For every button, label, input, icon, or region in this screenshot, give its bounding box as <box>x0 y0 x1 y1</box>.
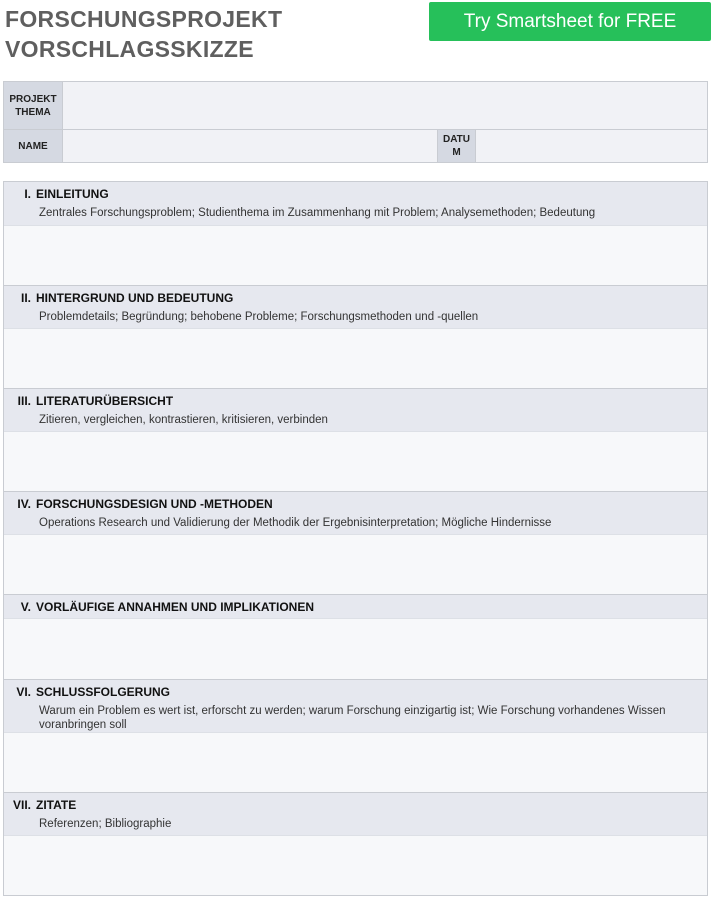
section-body-hintergrund[interactable] <box>4 328 707 388</box>
section-body-annahmen[interactable] <box>4 618 707 679</box>
section-header-literatur <box>4 388 707 431</box>
section-title: EINLEITUNG <box>36 187 109 201</box>
section-description: Referenzen; Bibliographie <box>39 818 172 830</box>
section-numeral: VII. <box>12 798 31 812</box>
section-title: SCHLUSSFOLGERUNG <box>36 685 171 699</box>
section-title: FORSCHUNGSDESIGN UND -METHODEN <box>36 497 273 511</box>
section-numeral: I. <box>24 187 31 201</box>
outline-sections <box>3 181 708 896</box>
project-topic-label-line-2: THEMA <box>15 106 51 118</box>
date-label-line-1: DATU <box>442 134 471 145</box>
section-numeral: II. <box>20 291 31 305</box>
section-title: HINTERGRUND UND BEDEUTUNG <box>36 291 234 305</box>
section-title: LITERATURÜBERSICHT <box>36 394 174 408</box>
section-body-forschungsdesign[interactable] <box>4 534 707 594</box>
date-field[interactable] <box>475 130 707 162</box>
section-title: ZITATE <box>36 798 77 812</box>
section-numeral: III. <box>17 394 31 408</box>
section-body-zitate[interactable] <box>4 835 707 895</box>
section-numeral: IV. <box>17 497 31 511</box>
section-header-forschungsdesign <box>4 491 707 534</box>
project-topic-label-line-1: PROJEKT <box>9 93 57 105</box>
section-body-einleitung[interactable] <box>4 225 707 285</box>
section-body-schlussfolgerung[interactable] <box>4 732 707 792</box>
section-description: Zentrales Forschungsproblem; Studienthema im Zusammenhang mit Problem; Analysemethoden; Bedeutung <box>39 207 596 219</box>
try-smartsheet-button[interactable]: Try Smartsheet for FREE <box>429 2 711 41</box>
page-title <box>5 4 282 64</box>
project-topic-row <box>4 82 707 129</box>
section-numeral: VI. <box>16 685 31 699</box>
section-header-schlussfolgerung <box>4 679 707 732</box>
name-date-row <box>4 129 707 162</box>
title-line-1: FORSCHUNGSPROJEKT <box>5 6 283 32</box>
name-field[interactable] <box>62 130 437 162</box>
date-label-line-2: M <box>452 147 461 158</box>
section-header-hintergrund <box>4 285 707 328</box>
section-header-zitate <box>4 792 707 835</box>
section-description: Operations Research und Validierung der Methodik der Ergebnisinterpretation; Mögliche Hindernisse <box>39 517 552 529</box>
name-label: NAME <box>4 130 62 162</box>
project-info-table <box>3 81 708 163</box>
section-numeral: V. <box>20 600 31 614</box>
section-body-literatur[interactable] <box>4 431 707 491</box>
project-topic-field[interactable] <box>62 82 707 129</box>
section-description: Problemdetails; Begründung; behobene Probleme; Forschungsmethoden und -quellen <box>39 311 479 323</box>
date-label <box>437 130 475 162</box>
title-line-2: VORSCHLAGSSKIZZE <box>5 36 254 62</box>
section-description: Warum ein Problem es wert ist, erforscht zu werden; warum Forschung einzigartig ist; Wie Forschung vorhandenes Wissen voranbringen soll <box>39 705 666 731</box>
section-description: Zitieren, vergleichen, kontrastieren, kritisieren, verbinden <box>39 414 328 426</box>
section-header-einleitung <box>4 182 707 225</box>
section-title: VORLÄUFIGE ANNAHMEN UND IMPLIKATIONEN <box>36 600 314 614</box>
section-header-annahmen <box>4 594 707 618</box>
project-topic-label <box>4 82 62 129</box>
